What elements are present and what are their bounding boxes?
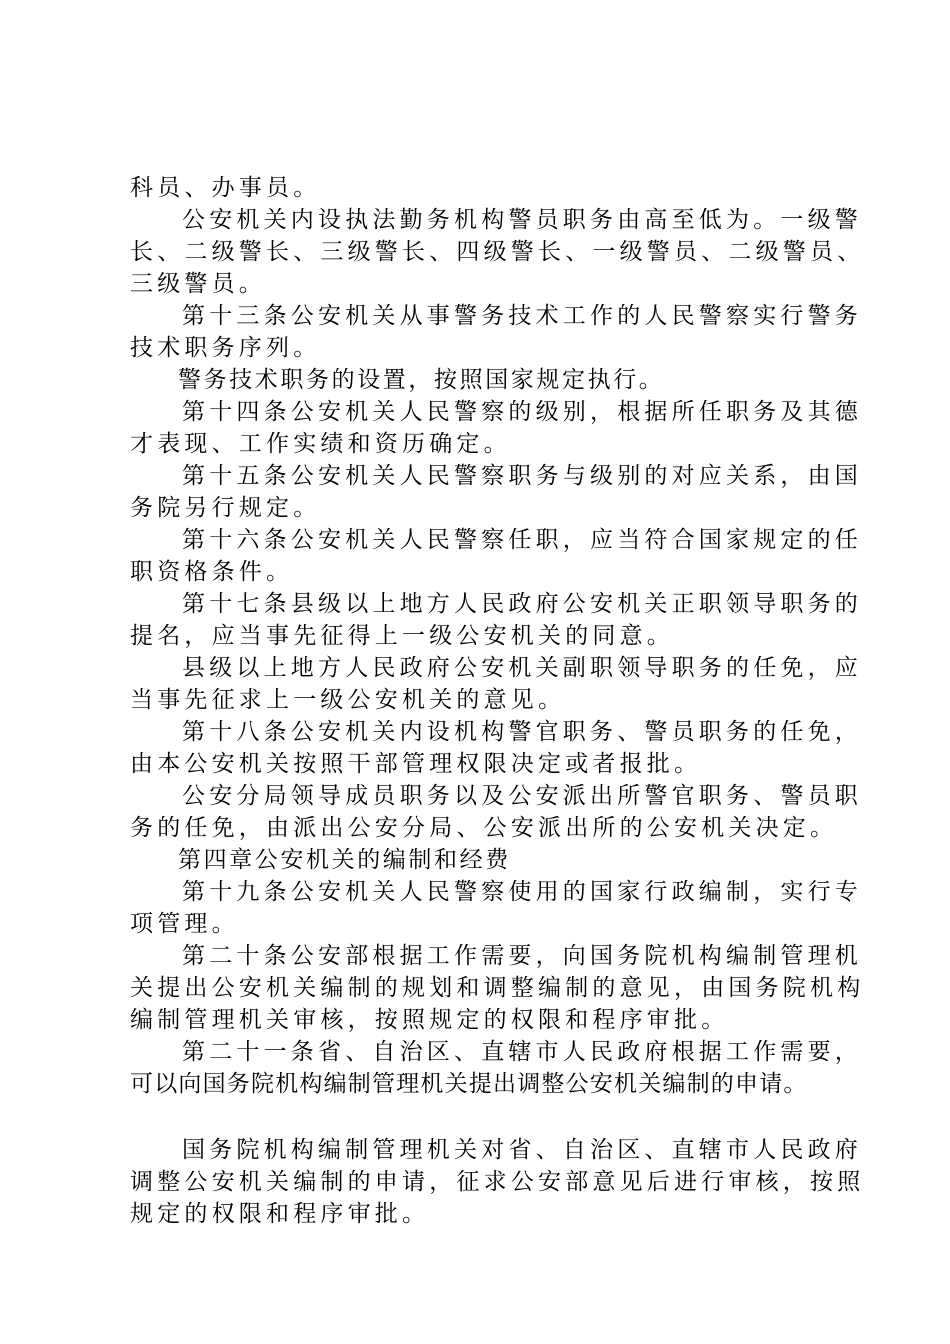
- text-line: 第十七条县级以上地方人民政府公安机关正职领导职务的: [182, 591, 862, 617]
- chapter-heading: 第四章公安机关的编制和经费: [178, 847, 511, 873]
- text-line: 才表现、工作实绩和资历确定。: [130, 431, 511, 457]
- text-line: 规定的权限和程序审批。: [130, 1201, 430, 1227]
- text-line: 国务院机构编制管理机关对省、自治区、直辖市人民政府: [182, 1137, 862, 1163]
- text-line: 第十九条公安机关人民警察使用的国家行政编制，实行专: [182, 879, 862, 905]
- text-line: 第十三条公安机关从事警务技术工作的人民警察实行警务: [182, 303, 862, 329]
- text-line: 警务技术职务的设置，按照国家规定执行。: [178, 367, 665, 393]
- document-body: [130, 172, 865, 1230]
- text-line: 务的任免，由派出公安分局、公安派出所的公安机关决定。: [130, 815, 838, 841]
- text-line: 技术职务序列。: [130, 335, 321, 361]
- text-line: 务院另行规定。: [130, 495, 321, 521]
- text-line: 第十六条公安机关人民警察任职，应当符合国家规定的任: [182, 527, 862, 553]
- text-line: 公安机关内设执法勤务机构警员职务由高至低为。一级警: [182, 207, 862, 233]
- text-line: 职资格条件。: [130, 559, 294, 585]
- text-line: 关提出公安机关编制的规划和调整编制的意见，由国务院机构: [130, 975, 865, 1001]
- text-line: 调整公安机关编制的申请，征求公安部意见后进行审核，按照: [130, 1169, 865, 1195]
- text-line: 公安分局领导成员职务以及公安派出所警官职务、警员职: [182, 783, 862, 809]
- paragraph-gap: [130, 1100, 850, 1134]
- text-line: 科员、办事员。: [130, 175, 321, 201]
- text-line: 编制管理机关审核，按照规定的权限和程序审批。: [130, 1007, 729, 1033]
- text-line: 提名，应当事先征得上一级公安机关的同意。: [130, 623, 674, 649]
- text-line: 当事先征求上一级公安机关的意见。: [130, 687, 566, 713]
- text-line: 第十四条公安机关人民警察的级别，根据所任职务及其德: [182, 399, 862, 425]
- text-line: 长、二级警长、三级警长、四级警长、一级警员、二级警员、: [130, 239, 865, 265]
- text-line: 三级警员。: [130, 271, 266, 297]
- text-line: 第十八条公安机关内设机构警官职务、警员职务的任免，: [182, 719, 862, 745]
- text-line: 第十五条公安机关人民警察职务与级别的对应关系，由国: [182, 463, 862, 489]
- text-line: 县级以上地方人民政府公安机关副职领导职务的任免，应: [182, 655, 862, 681]
- text-line: 第二十条公安部根据工作需要，向国务院机构编制管理机: [182, 943, 862, 969]
- text-line: 可以向国务院机构编制管理机关提出调整公安机关编制的申请。: [130, 1071, 808, 1097]
- text-line: 第二十一条省、自治区、直辖市人民政府根据工作需要，: [182, 1039, 862, 1065]
- text-line: 项管理。: [130, 911, 239, 937]
- text-line: 由本公安机关按照干部管理权限决定或者报批。: [130, 751, 702, 777]
